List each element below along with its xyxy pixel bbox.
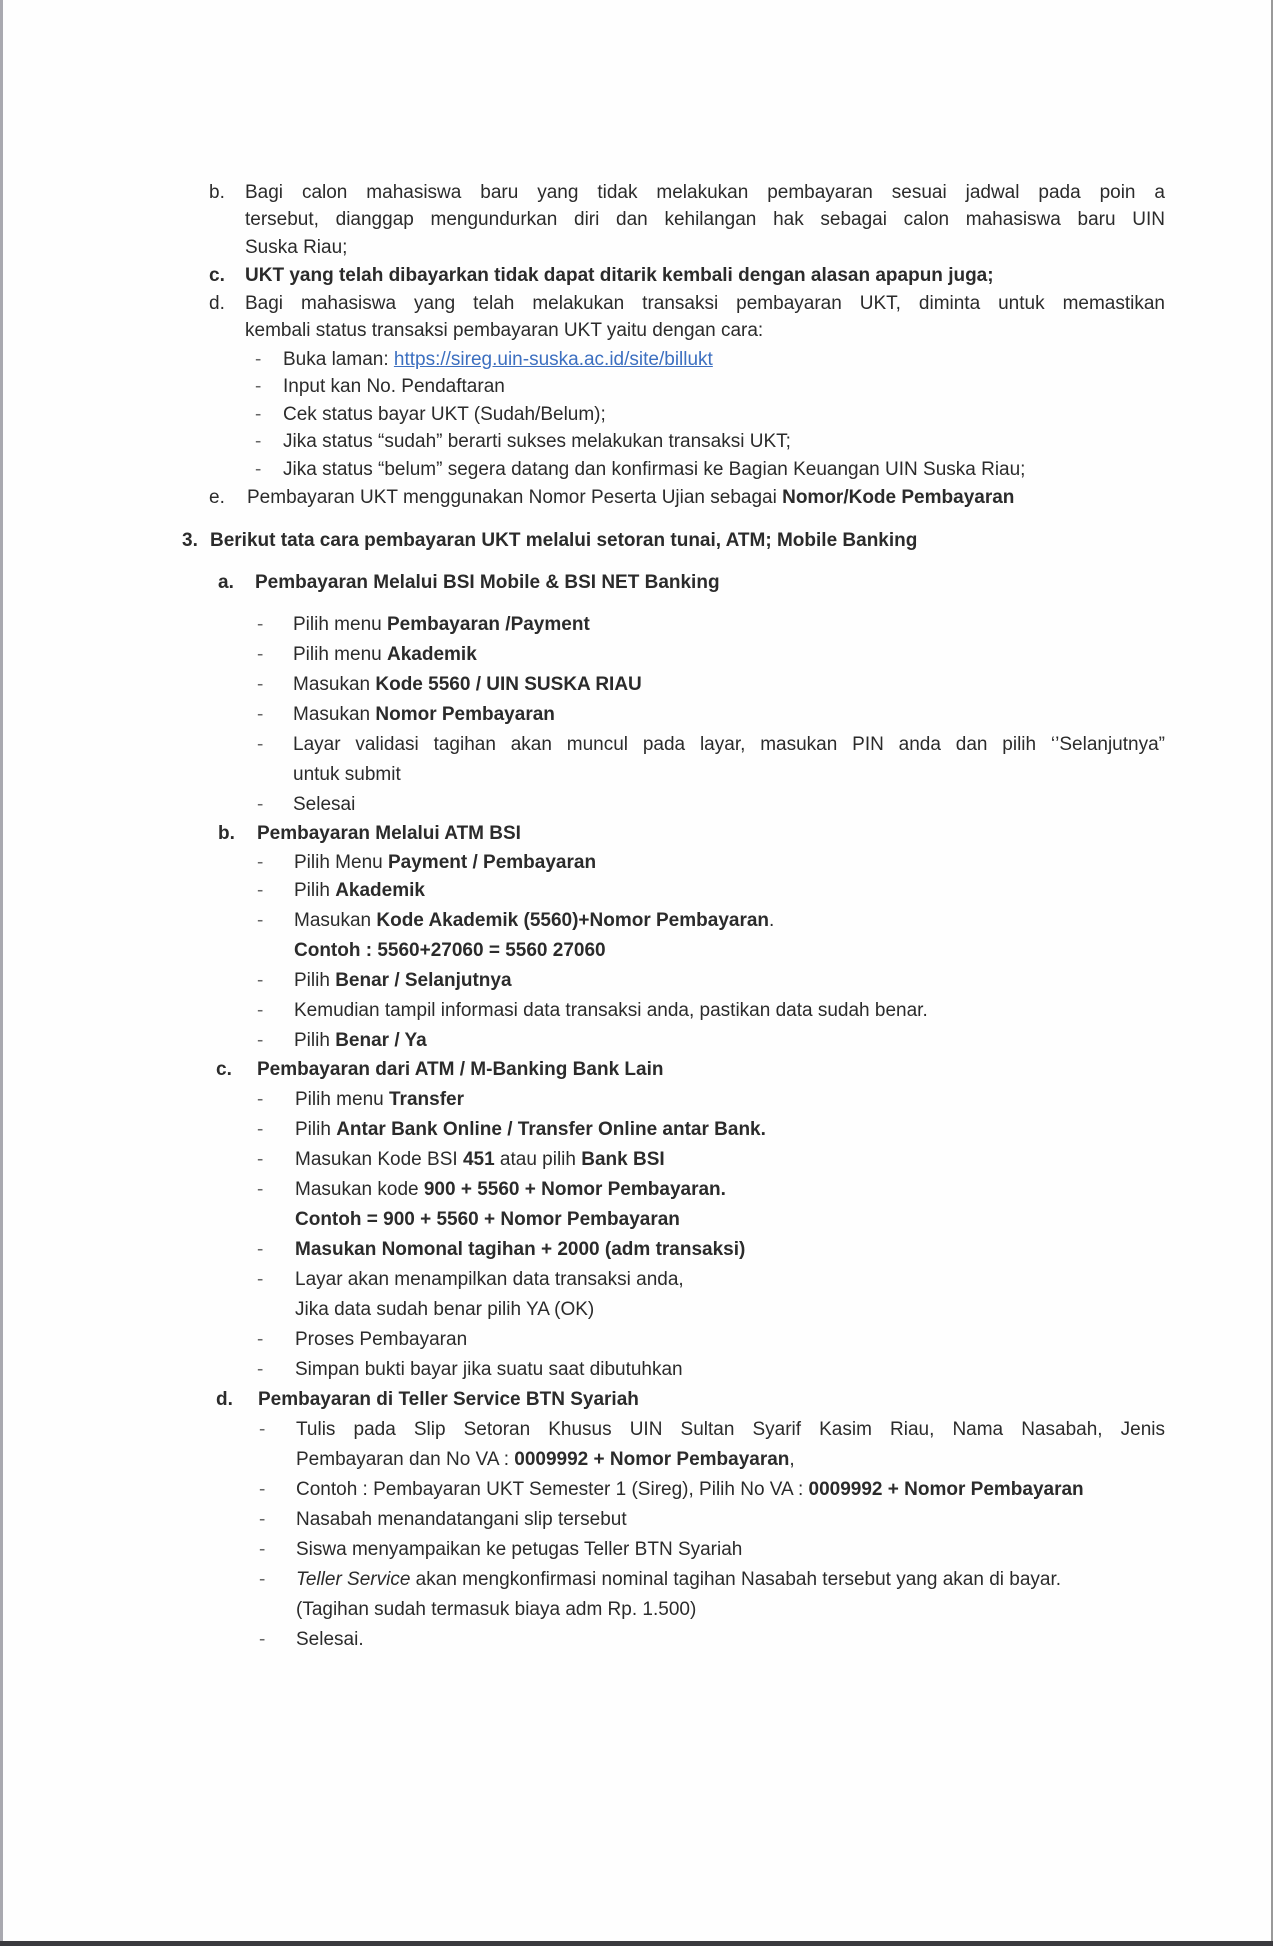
step-bold: 451 — [462, 1149, 495, 1170]
step-text: Simpan bukti bayar jika suatu saat dibutuhkan — [295, 1359, 683, 1380]
step-text: Kemudian tampil informasi data transaksi anda, pastikan data sudah benar. — [294, 1000, 928, 1021]
dash-bullet: - — [255, 404, 262, 425]
step-text — [295, 1176, 726, 1203]
step-text: Proses Pembayaran — [295, 1329, 468, 1350]
item-b-line-2: tersebut, dianggap mengundurkan diri dan kehilangan hak sebagai calon mahasiswa baru UIN — [245, 209, 1165, 230]
step-text — [294, 907, 774, 934]
dash-bullet: - — [255, 349, 262, 370]
dash-bullet: - — [257, 1030, 264, 1051]
dash-bullet: - — [257, 1089, 264, 1110]
subsection-c-title: Pembayaran dari ATM / M-Banking Bank Lain — [257, 1059, 664, 1080]
step-bold: Kode Akademik (5560)+Nomor Pembayaran — [376, 910, 770, 931]
subsection-b-title: Pembayaran Melalui ATM BSI — [257, 823, 521, 844]
step-text — [294, 1027, 427, 1054]
step-plain: Pilih menu — [295, 1089, 389, 1110]
step-text — [296, 1566, 1061, 1593]
step-text — [294, 967, 512, 994]
item-c-text: UKT yang telah dibayarkan tidak dapat ditarik kembali dengan alasan apapun juga; — [245, 265, 994, 286]
step-text: Masukan Nomonal tagihan + 2000 (adm transaksi) — [295, 1239, 746, 1260]
dash-bullet: - — [257, 1269, 264, 1290]
step-tail: atau pilih — [494, 1149, 582, 1170]
subsection-marker: c. — [216, 1059, 232, 1080]
step-bold: Akademik — [387, 644, 477, 665]
step-plain: Pilih menu — [293, 614, 387, 635]
step-bold: Transfer — [389, 1089, 464, 1110]
step-text: Layar akan menampilkan data transaksi anda, — [295, 1269, 684, 1290]
dash-bullet: - — [255, 431, 262, 452]
dash-bullet: - — [257, 880, 264, 901]
step-plain: Pilih — [294, 880, 336, 901]
dash-bullet: - — [257, 794, 264, 815]
dash-bullet: - — [259, 1479, 266, 1500]
item-marker: b. — [209, 182, 225, 203]
step-text: Jika status “belum” segera datang dan konfirmasi ke Bagian Keuangan UIN Suska Riau; — [283, 459, 1026, 480]
dash-bullet: - — [255, 376, 262, 397]
step-example: Contoh : 5560+27060 = 5560 27060 — [294, 940, 606, 961]
step-text — [293, 701, 555, 728]
dash-bullet: - — [257, 674, 264, 695]
step-bold: 900 + 5560 + Nomor Pembayaran. — [423, 1179, 726, 1200]
step-bold: Kode 5560 / UIN SUSKA RIAU — [375, 674, 642, 695]
step-bold: Akademik — [335, 880, 425, 901]
step-text — [293, 641, 477, 668]
step-plain: Masukan Kode BSI — [295, 1149, 463, 1170]
step-text — [293, 671, 642, 698]
step-tail: , — [789, 1449, 795, 1470]
step-plain: Pilih menu — [293, 644, 387, 665]
step-bold: Antar Bank Online / Transfer Online antar Bank. — [336, 1119, 766, 1140]
step-plain: Masukan — [293, 674, 376, 695]
item-marker: c. — [209, 265, 225, 286]
step-plain: Pilih Menu — [294, 852, 388, 873]
step-text — [294, 849, 596, 876]
step-plain: Masukan — [293, 704, 376, 725]
step-text: Tulis pada Slip Setoran Khusus UIN Sultan Syarif Kasim Riau, Nama Nasabah, Jenis — [296, 1419, 1165, 1440]
step-bold: 0009992 + Nomor Pembayaran — [514, 1449, 790, 1470]
dash-bullet: - — [259, 1419, 266, 1440]
dash-bullet: - — [259, 1569, 266, 1590]
section-3-title: Berikut tata cara pembayaran UKT melalui setoran tunai, ATM; Mobile Banking — [210, 530, 918, 551]
dash-bullet: - — [259, 1629, 266, 1650]
sireg-billukt-link[interactable]: https://sireg.uin-suska.ac.id/site/billukt — [393, 349, 713, 370]
dash-bullet: - — [257, 1000, 264, 1021]
dash-bullet: - — [259, 1509, 266, 1530]
step-plain: Pilih — [295, 1119, 337, 1140]
item-d-line-2: kembali status transaksi pembayaran UKT yaitu dengan cara: — [245, 320, 764, 341]
subsection-marker: b. — [218, 823, 235, 844]
step-text: Siswa menyampaikan ke petugas Teller BTN Syariah — [296, 1539, 743, 1560]
scan-edge-left — [0, 0, 3, 1946]
step-plain: Pembayaran dan No VA : — [296, 1449, 515, 1470]
step-continuation: untuk submit — [293, 764, 401, 785]
section-3-marker: 3. — [182, 530, 198, 551]
step-text — [294, 877, 425, 904]
step-bold: 0009992 + Nomor Pembayaran — [808, 1479, 1084, 1500]
dash-bullet: - — [257, 614, 264, 635]
step-italic: Teller Service — [296, 1569, 411, 1590]
step-tail: . — [769, 910, 775, 931]
dash-bullet: - — [257, 1179, 264, 1200]
item-e-plain: Pembayaran UKT menggunakan Nomor Peserta Ujian sebagai — [247, 487, 783, 508]
step-plain: Masukan — [294, 910, 377, 931]
step-plain: Pilih — [294, 970, 336, 991]
item-e-bold: Nomor/Kode Pembayaran — [782, 487, 1015, 508]
dash-bullet: - — [257, 852, 264, 873]
step-continuation: Jika data sudah benar pilih YA (OK) — [295, 1299, 595, 1320]
step-text: Selesai. — [296, 1629, 364, 1650]
step-text: Input kan No. Pendaftaran — [283, 376, 505, 397]
step-example: Contoh = 900 + 5560 + Nomor Pembayaran — [295, 1209, 680, 1230]
step-bold: Bank BSI — [581, 1149, 665, 1170]
subsection-marker: a. — [218, 572, 234, 593]
dash-bullet: - — [257, 1149, 264, 1170]
step-plain: Contoh : Pembayaran UKT Semester 1 (Sireg), Pilih No VA : — [296, 1479, 809, 1500]
step-continuation: (Tagihan sudah termasuk biaya adm Rp. 1.500) — [296, 1599, 697, 1620]
dash-bullet: - — [257, 970, 264, 991]
dash-bullet: - — [257, 704, 264, 725]
step-text: Layar validasi tagihan akan muncul pada layar, masukan PIN anda dan pilih ‘’Selanjutnya” — [293, 734, 1165, 755]
item-b-line-3: Suska Riau; — [245, 237, 348, 258]
step-plain: akan mengkonfirmasi nominal tagihan Nasabah tersebut yang akan di bayar. — [410, 1569, 1062, 1590]
step-text — [295, 1116, 766, 1143]
step-plain: Pilih — [294, 1030, 336, 1051]
dash-bullet: - — [257, 734, 264, 755]
scan-edge-bottom — [0, 1941, 1273, 1946]
dash-bullet: - — [259, 1539, 266, 1560]
step-text: Cek status bayar UKT (Sudah/Belum); — [283, 404, 606, 425]
dash-bullet: - — [257, 1119, 264, 1140]
step-plain: Masukan kode — [295, 1179, 424, 1200]
step-bold: Benar / Selanjutnya — [335, 970, 512, 991]
item-e-text — [247, 484, 1014, 511]
step-text — [293, 611, 590, 638]
dash-bullet: - — [257, 1329, 264, 1350]
subsection-a-title: Pembayaran Melalui BSI Mobile & BSI NET Banking — [255, 572, 720, 593]
step-bold: Nomor Pembayaran — [375, 704, 555, 725]
step-text — [295, 1146, 665, 1173]
step-open-page — [283, 346, 713, 373]
item-b-line-1: Bagi calon mahasiswa baru yang tidak melakukan pembayaran sesuai jadwal pada poin a — [245, 182, 1165, 203]
subsection-d-title: Pembayaran di Teller Service BTN Syariah — [258, 1389, 639, 1410]
dash-bullet: - — [257, 910, 264, 931]
step-label: Buka laman: — [283, 349, 394, 370]
step-text: Selesai — [293, 794, 356, 815]
item-marker: d. — [209, 293, 225, 314]
dash-bullet: - — [257, 1359, 264, 1380]
step-continuation — [296, 1446, 795, 1473]
dash-bullet: - — [257, 1239, 264, 1260]
item-d-line-1: Bagi mahasiswa yang telah melakukan transaksi pembayaran UKT, diminta untuk memastikan — [245, 293, 1165, 314]
step-text — [296, 1476, 1084, 1503]
step-text — [295, 1086, 464, 1113]
step-bold: Payment / Pembayaran — [388, 852, 597, 873]
step-bold: Benar / Ya — [335, 1030, 427, 1051]
step-text: Nasabah menandatangani slip tersebut — [296, 1509, 627, 1530]
step-bold: Pembayaran /Payment — [387, 614, 590, 635]
item-marker: e. — [209, 487, 225, 508]
dash-bullet: - — [257, 644, 264, 665]
dash-bullet: - — [255, 459, 262, 480]
subsection-marker: d. — [216, 1389, 233, 1410]
step-text: Jika status “sudah” berarti sukses melakukan transaksi UKT; — [283, 431, 791, 452]
